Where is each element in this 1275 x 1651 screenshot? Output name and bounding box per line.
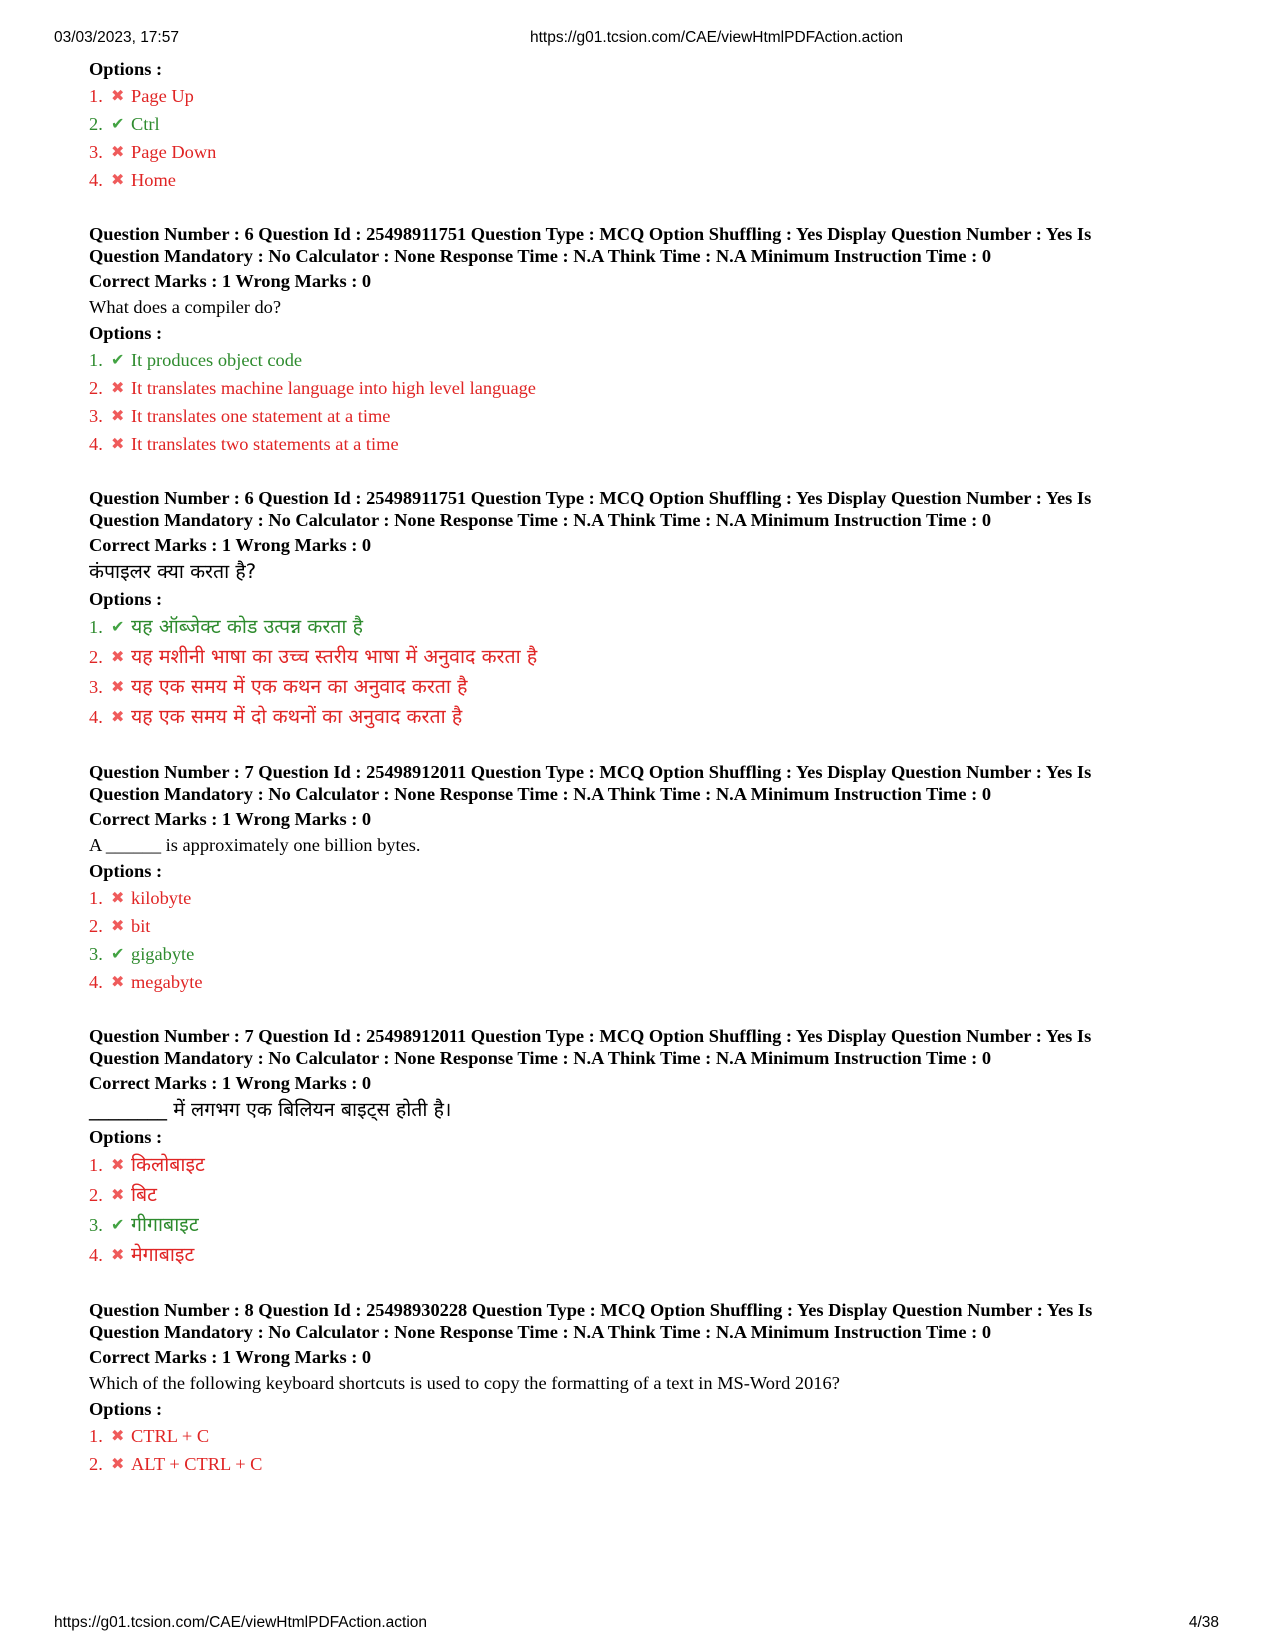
option-text: It translates machine language into high level language <box>131 378 536 398</box>
option-text: Home <box>131 170 176 190</box>
cross-icon: ✖ <box>111 86 125 105</box>
option-number: 2. <box>89 1185 103 1205</box>
option-item <box>89 1240 1209 1270</box>
option-number: 4. <box>89 170 103 190</box>
option-item <box>89 612 1209 642</box>
question-meta-line: Question Number : 7 Question Id : 25498912011 Question Type : MCQ Option Shuffling : Yes Display Question Number : Yes Is <box>89 762 1092 782</box>
check-icon: ✔ <box>111 944 125 963</box>
question-continuation <box>89 56 1209 194</box>
option-item <box>89 166 1209 194</box>
cross-icon: ✖ <box>111 1426 125 1445</box>
options-label: Options : <box>89 861 163 881</box>
option-item <box>89 402 1209 430</box>
option-text: Page Down <box>131 142 217 162</box>
option-number: 2. <box>89 916 103 936</box>
question-meta-line: Question Mandatory : No Calculator : None Response Time : N.A Think Time : N.A Minimum Instruction Time : 0 <box>89 783 992 804</box>
option-number: 4. <box>89 707 103 727</box>
option-number: 1. <box>89 1426 103 1446</box>
option-number: 1. <box>89 617 103 637</box>
option-item <box>89 1422 1209 1450</box>
question-marks: Correct Marks : 1 Wrong Marks : 0 <box>89 809 372 829</box>
option-item <box>89 1450 1209 1478</box>
option-item <box>89 82 1209 110</box>
option-number: 3. <box>89 1215 103 1235</box>
option-number: 3. <box>89 406 103 426</box>
option-item <box>89 1210 1209 1240</box>
question-meta-line: Question Number : 6 Question Id : 25498911751 Question Type : MCQ Option Shuffling : Yes Display Question Number : Yes Is <box>89 224 1092 244</box>
question-block <box>89 762 1209 996</box>
options-list <box>89 612 1209 732</box>
question-text: A ______ is approximately one billion bytes. <box>89 835 421 855</box>
option-text: Ctrl <box>131 114 160 134</box>
option-item <box>89 110 1209 138</box>
question-text: ________ में लगभग एक बिलियन बाइट्स होती है। <box>89 1098 452 1121</box>
option-text: ALT + CTRL + C <box>131 1454 263 1474</box>
question-meta-line: Question Number : 6 Question Id : 25498911751 Question Type : MCQ Option Shuffling : Yes Display Question Number : Yes Is <box>89 488 1092 508</box>
option-text: CTRL + C <box>131 1426 210 1446</box>
option-text: It translates one statement at a time <box>131 406 391 426</box>
question-paper <box>89 56 1209 1508</box>
option-item <box>89 1150 1209 1180</box>
option-number: 3. <box>89 142 103 162</box>
question-marks: Correct Marks : 1 Wrong Marks : 0 <box>89 1073 372 1093</box>
options-label: Options : <box>89 1127 163 1147</box>
cross-icon: ✖ <box>111 378 125 397</box>
option-text: यह ऑब्जेक्ट कोड उत्पन्न करता है <box>131 615 364 638</box>
question-block <box>89 224 1209 458</box>
option-text: megabyte <box>131 972 203 992</box>
cross-icon: ✖ <box>111 647 125 666</box>
option-text: मेगाबाइट <box>131 1243 195 1266</box>
cross-icon: ✖ <box>111 677 125 696</box>
cross-icon: ✖ <box>111 888 125 907</box>
options-label: Options : <box>89 323 163 343</box>
question-meta-line: Question Mandatory : No Calculator : None Response Time : N.A Think Time : N.A Minimum Instruction Time : 0 <box>89 1047 992 1068</box>
option-number: 1. <box>89 86 103 106</box>
cross-icon: ✖ <box>111 1245 125 1264</box>
cross-icon: ✖ <box>111 1185 125 1204</box>
header-url: https://g01.tcsion.com/CAE/viewHtmlPDFAction.action <box>530 29 904 46</box>
question-text: Which of the following keyboard shortcuts is used to copy the formatting of a text in MS-Word 2016? <box>89 1373 840 1393</box>
option-text: यह एक समय में एक कथन का अनुवाद करता है <box>131 675 468 698</box>
option-item <box>89 912 1209 940</box>
question-meta-line: Question Mandatory : No Calculator : None Response Time : N.A Think Time : N.A Minimum Instruction Time : 0 <box>89 509 992 530</box>
option-number: 1. <box>89 1155 103 1175</box>
option-number: 2. <box>89 1454 103 1474</box>
page-footer <box>0 1614 1275 1636</box>
option-item <box>89 884 1209 912</box>
option-text: It produces object code <box>131 350 303 370</box>
check-icon: ✔ <box>111 114 125 133</box>
options-list <box>89 346 1209 458</box>
question-meta-line: Question Number : 7 Question Id : 25498912011 Question Type : MCQ Option Shuffling : Yes Display Question Number : Yes Is <box>89 1026 1092 1046</box>
check-icon: ✔ <box>111 1215 125 1234</box>
print-datetime: 03/03/2023, 17:57 <box>54 29 179 46</box>
cross-icon: ✖ <box>111 434 125 453</box>
question-block <box>89 1300 1209 1478</box>
question-marks: Correct Marks : 1 Wrong Marks : 0 <box>89 1347 372 1367</box>
question-block <box>89 488 1209 732</box>
option-text: Page Up <box>131 86 194 106</box>
cross-icon: ✖ <box>111 972 125 991</box>
option-item <box>89 672 1209 702</box>
check-icon: ✔ <box>111 350 125 369</box>
option-number: 2. <box>89 114 103 134</box>
option-text: It translates two statements at a time <box>131 434 399 454</box>
option-item <box>89 968 1209 996</box>
option-item <box>89 138 1209 166</box>
option-number: 4. <box>89 1245 103 1265</box>
option-number: 4. <box>89 972 103 992</box>
option-item <box>89 702 1209 732</box>
option-number: 1. <box>89 350 103 370</box>
options-label: Options : <box>89 1399 163 1419</box>
options-list <box>89 884 1209 996</box>
option-number: 2. <box>89 647 103 667</box>
option-text: गीगाबाइट <box>131 1213 199 1236</box>
option-text: किलोबाइट <box>131 1153 205 1176</box>
cross-icon: ✖ <box>111 1155 125 1174</box>
options-list <box>89 82 1209 194</box>
cross-icon: ✖ <box>111 406 125 425</box>
page-header <box>0 29 1275 51</box>
option-number: 2. <box>89 378 103 398</box>
question-block <box>89 1026 1209 1270</box>
option-number: 3. <box>89 677 103 697</box>
option-item <box>89 1180 1209 1210</box>
question-text: कंपाइलर क्या करता है? <box>89 560 257 583</box>
cross-icon: ✖ <box>111 707 125 726</box>
footer-url: https://g01.tcsion.com/CAE/viewHtmlPDFAction.action <box>54 1614 428 1631</box>
cross-icon: ✖ <box>111 1454 125 1473</box>
option-number: 4. <box>89 434 103 454</box>
option-item <box>89 346 1209 374</box>
question-text: What does a compiler do? <box>89 297 282 317</box>
option-item <box>89 940 1209 968</box>
cross-icon: ✖ <box>111 916 125 935</box>
question-marks: Correct Marks : 1 Wrong Marks : 0 <box>89 535 372 555</box>
option-text: यह एक समय में दो कथनों का अनुवाद करता है <box>131 705 463 728</box>
options-label: Options : <box>89 59 163 79</box>
options-list <box>89 1422 1209 1478</box>
option-item <box>89 374 1209 402</box>
question-meta-line: Question Mandatory : No Calculator : None Response Time : N.A Think Time : N.A Minimum Instruction Time : 0 <box>89 1321 992 1342</box>
option-number: 1. <box>89 888 103 908</box>
option-text: gigabyte <box>131 944 195 964</box>
option-item <box>89 430 1209 458</box>
cross-icon: ✖ <box>111 142 125 161</box>
option-number: 3. <box>89 944 103 964</box>
cross-icon: ✖ <box>111 170 125 189</box>
option-text: यह मशीनी भाषा का उच्च स्तरीय भाषा में अनुवाद करता है <box>131 645 538 668</box>
question-marks: Correct Marks : 1 Wrong Marks : 0 <box>89 271 372 291</box>
option-text: बिट <box>131 1183 158 1206</box>
page-number: 4/38 <box>1188 1614 1219 1631</box>
option-text: bit <box>131 916 151 936</box>
check-icon: ✔ <box>111 617 125 636</box>
option-text: kilobyte <box>131 888 192 908</box>
options-list <box>89 1150 1209 1270</box>
options-label: Options : <box>89 589 163 609</box>
question-meta-line: Question Number : 8 Question Id : 25498930228 Question Type : MCQ Option Shuffling : Yes Display Question Number : Yes Is <box>89 1300 1093 1320</box>
option-item <box>89 642 1209 672</box>
question-meta-line: Question Mandatory : No Calculator : None Response Time : N.A Think Time : N.A Minimum Instruction Time : 0 <box>89 245 992 266</box>
